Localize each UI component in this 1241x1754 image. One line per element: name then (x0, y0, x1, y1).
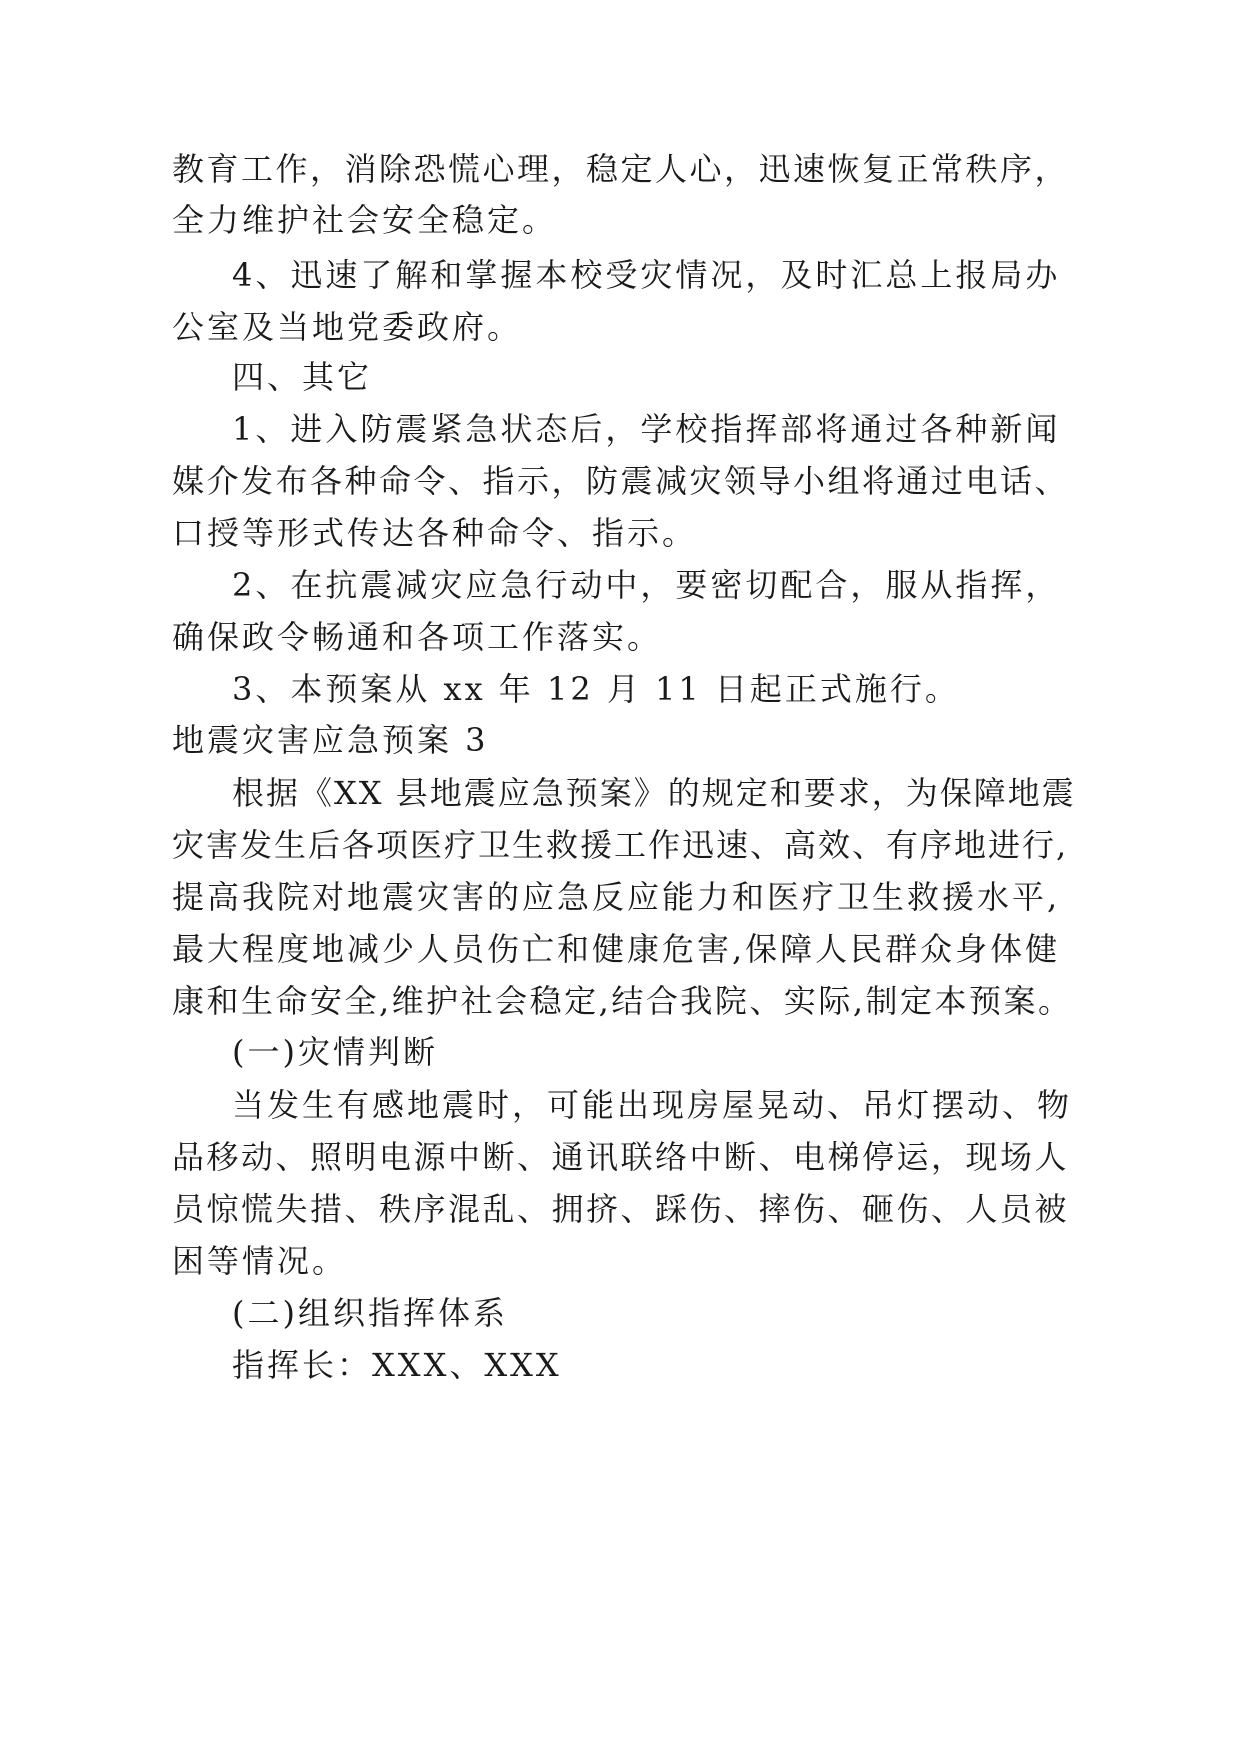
text-line: 公室及当地党委政府。 (172, 308, 523, 346)
text-line: 品移动、照明电源中断、通讯联络中断、电梯停运，现场人 (172, 1138, 1070, 1176)
section-heading: (一)灾情判断 (232, 1033, 438, 1071)
section-heading: 四、其它 (232, 358, 373, 396)
text-line: 困等情况。 (172, 1242, 348, 1280)
text-line: 员惊慌失措、秩序混乱、拥挤、踩伤、摔伤、砸伤、人员被 (172, 1190, 1070, 1228)
document-title: 地震灾害应急预案 3 (172, 721, 489, 759)
text-line: 康和生命安全,维护社会稳定,结合我院、实际,制定本预案。 (172, 982, 1073, 1020)
text-line: 口授等形式传达各种命令、指示。 (172, 514, 698, 552)
text-line: 确保政令畅通和各项工作落实。 (172, 618, 663, 656)
text-line: 全力维护社会安全稳定。 (172, 201, 558, 239)
section-heading: (二)组织指挥体系 (232, 1294, 508, 1332)
text-line: 1、进入防震紧急状态后，学校指挥部将通过各种新闻 (232, 410, 1061, 448)
text-line: 指挥长：XXX、XXX (232, 1346, 562, 1384)
text-line: 2、在抗震减灾应急行动中，要密切配合，服从指挥， (232, 566, 1061, 604)
text-line: 根据《XX 县地震应急预案》的规定和要求，为保障地震 (232, 774, 1076, 812)
text-line: 灾害发生后各项医疗卫生救援工作迅速、高效、有序地进行, (172, 826, 1069, 864)
text-line: 当发生有感地震时，可能出现房屋晃动、吊灯摆动、物 (232, 1086, 1073, 1124)
text-line: 最大程度地减少人员伤亡和健康危害,保障人民群众身体健 (172, 930, 1061, 968)
text-line: 提高我院对地震灾害的应急反应能力和医疗卫生救援水平, (172, 878, 1061, 916)
text-line: 教育工作，消除恐慌心理，稳定人心，迅速恢复正常秩序， (172, 150, 1070, 188)
text-line: 3、本预案从 xx 年 12 月 11 日起正式施行。 (232, 670, 960, 708)
text-line: 4、迅速了解和掌握本校受灾情况，及时汇总上报局办 (232, 256, 1061, 294)
text-line: 媒介发布各种命令、指示，防震减灾领导小组将通过电话、 (172, 462, 1070, 500)
